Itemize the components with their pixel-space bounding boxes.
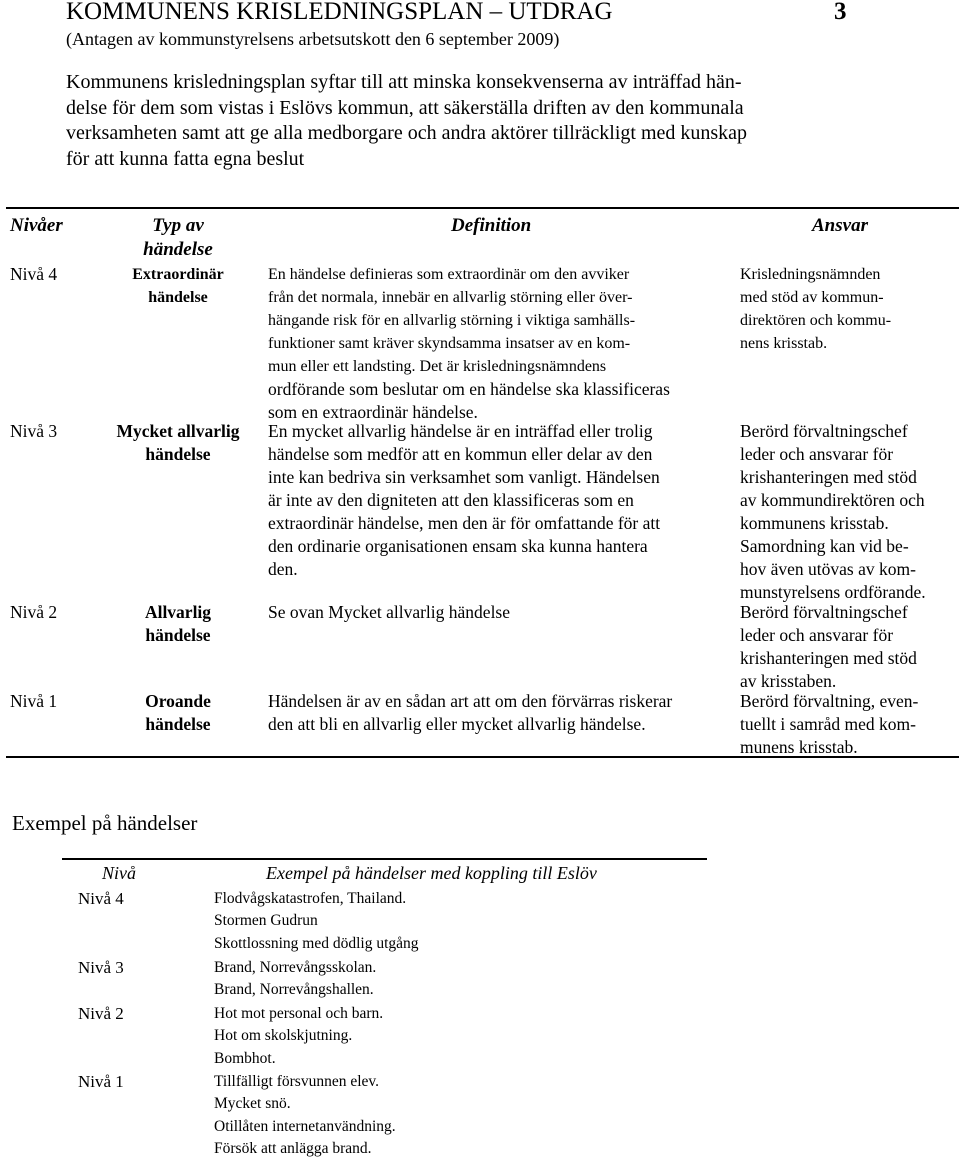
page-number: 3	[834, 0, 847, 25]
example-item: Brand, Norrevångshallen.	[214, 981, 374, 999]
definition-line: den att bli en allvarlig eller mycket allvarlig händelse.	[268, 714, 646, 734]
level-3-type	[108, 420, 248, 466]
definition-line: den ordinarie organisationen ensam ska kunna hantera	[268, 536, 648, 556]
header-responsibility: Ansvar	[812, 215, 868, 236]
intro-line: verksamheten samt att ge alla medborgare och andra aktörer tillräckligt med kunskap	[66, 122, 748, 144]
header-event-type-line: händelse	[143, 239, 213, 260]
example-item: Hot mot personal och barn.	[214, 1005, 384, 1022]
definition-line: som en extraordinär händelse.	[268, 402, 478, 422]
example-item: Hot om skolskjutning.	[214, 1027, 353, 1045]
responsibility-line: leder och ansvarar för	[740, 625, 894, 645]
intro-paragraph	[66, 70, 886, 172]
responsibility-line: munens krisstab.	[740, 737, 858, 757]
example-item: Stormen Gudrun	[214, 912, 318, 930]
responsibility-line: Berörd förvaltningschef	[740, 421, 908, 441]
level-3-definition	[268, 420, 660, 581]
level-1-label: Nivå 1	[10, 691, 58, 711]
level-2-definition	[268, 601, 510, 624]
level-4-type	[108, 263, 248, 309]
header-definition: Definition	[451, 215, 532, 236]
definition-line: En händelse definieras som extraordinär om den avviker	[268, 266, 630, 283]
responsibility-line: krishanteringen med stöd	[740, 648, 917, 668]
responsibility-line: munstyrelsens ordförande.	[740, 582, 926, 602]
responsibility-line: nens krisstab.	[740, 335, 828, 352]
level-2-type	[108, 601, 248, 647]
definition-line: En mycket allvarlig händelse är en inträffad eller trolig	[268, 421, 653, 441]
definition-line: mun eller ett landsting. Det är krisledningsnämndens	[268, 358, 607, 375]
definition-line: Händelsen är av en sådan art att om den förvärras riskerar	[268, 691, 673, 711]
level-3-label: Nivå 3	[10, 421, 58, 441]
examples-level-4: Nivå 4	[78, 889, 124, 908]
example-item: Tillfälligt försvunnen elev.	[214, 1073, 380, 1090]
type-line: Allvarlig	[144, 602, 212, 622]
intro-line: delse för dem som vistas i Eslövs kommun, att säkerställa driften av den kommunala	[66, 96, 744, 119]
definition-line: är inte av den digniteten att den klassificeras som en	[268, 490, 634, 510]
examples-heading: Exempel på händelser	[12, 811, 198, 835]
level-2-label: Nivå 2	[10, 602, 58, 622]
intro-line: Kommunens krisledningsplan syftar till att minska konsekvenserna av inträffad hän-	[66, 71, 742, 93]
examples-level-2-items	[214, 1003, 383, 1070]
level-1-responsibility	[740, 690, 918, 759]
type-line: händelse	[148, 289, 208, 306]
type-line: händelse	[145, 714, 211, 734]
example-item: Flodvågskatastrofen, Thailand.	[214, 890, 407, 907]
level-3-responsibility	[740, 420, 926, 604]
examples-level-3-items	[214, 957, 376, 1002]
definition-line: ordförande som beslutar om en händelse ska klassificeras	[268, 379, 670, 399]
header-event-type	[108, 214, 248, 262]
examples-level-2: Nivå 2	[78, 1004, 124, 1023]
header-levels: Nivåer	[10, 215, 63, 236]
document-subtitle: (Antagen av kommunstyrelsens arbetsutskott den 6 september 2009)	[66, 29, 560, 49]
responsibility-line: Krisledningsnämnden	[740, 266, 881, 283]
level-1-type	[108, 690, 248, 736]
definition-line: inte kan bedriva sin verksamhet som vanligt. Händelsen	[268, 467, 660, 487]
header-event-type-line: Typ av	[152, 215, 204, 236]
example-item: Brand, Norrevångsskolan.	[214, 959, 377, 976]
definition-line: den.	[268, 559, 298, 579]
responsibility-line: krishanteringen med stöd	[740, 467, 917, 487]
type-line: Oroande	[145, 691, 211, 711]
type-line: händelse	[145, 444, 211, 464]
responsibility-line: Berörd förvaltning, even-	[740, 691, 919, 711]
example-item: Otillåten internetanvändning.	[214, 1117, 396, 1135]
level-4-definition	[268, 263, 670, 424]
intro-line: för att kunna fatta egna beslut	[66, 147, 305, 170]
responsibility-line: leder och ansvarar för	[740, 444, 894, 464]
level-4-label: Nivå 4	[10, 264, 58, 284]
examples-header-examples: Exempel på händelser med koppling till Eslöv	[266, 863, 597, 883]
examples-level-4-items	[214, 888, 419, 955]
type-line: Mycket allvarlig	[116, 421, 240, 441]
definition-line: hängande risk för en allvarlig störning i viktiga samhälls-	[268, 312, 636, 329]
example-item: Mycket snö.	[214, 1095, 291, 1113]
responsibility-line: Samordning kan vid be-	[740, 536, 909, 556]
example-item: Skottlossning med dödlig utgång	[214, 934, 419, 952]
responsibility-line: hov även utövas av kom-	[740, 559, 916, 579]
examples-table	[62, 858, 707, 1158]
responsibility-line: direktören och kommu-	[740, 312, 892, 329]
definition-line: extraordinär händelse, men den är för omfattande för att	[268, 513, 661, 533]
example-item: Försök att anlägga brand.	[214, 1139, 372, 1157]
examples-level-1-items	[214, 1071, 396, 1158]
level-2-responsibility	[740, 601, 917, 693]
example-item: Bombhot.	[214, 1049, 276, 1067]
responsibility-line: Berörd förvaltningschef	[740, 602, 908, 622]
examples-level-3: Nivå 3	[78, 958, 124, 977]
responsibility-line: av kommundirektören och	[740, 490, 925, 510]
examples-header-level: Nivå	[102, 863, 136, 883]
responsibility-line: av krisstaben.	[740, 671, 837, 691]
responsibility-line: kommunens krisstab.	[740, 513, 889, 533]
definition-line: från det normala, innebär en allvarlig störning eller över-	[268, 289, 633, 306]
definition-line: händelse som medför att en kommun eller delar av den	[268, 444, 653, 464]
responsibility-line: med stöd av kommun-	[740, 289, 884, 306]
crisis-levels-table	[6, 207, 959, 758]
type-line: Extraordinär	[132, 266, 224, 283]
definition-line: funktioner samt kräver skyndsamma insatser av en kom-	[268, 335, 631, 352]
examples-level-1: Nivå 1	[78, 1072, 124, 1091]
responsibility-line: tuellt i samråd med kom-	[740, 714, 916, 734]
document-title: KOMMUNENS KRISLEDNINGSPLAN – UTDRAG	[66, 0, 613, 25]
level-4-responsibility	[740, 263, 891, 355]
type-line: händelse	[145, 625, 211, 645]
level-1-definition	[268, 690, 672, 736]
definition-line: Se ovan Mycket allvarlig händelse	[268, 602, 511, 622]
